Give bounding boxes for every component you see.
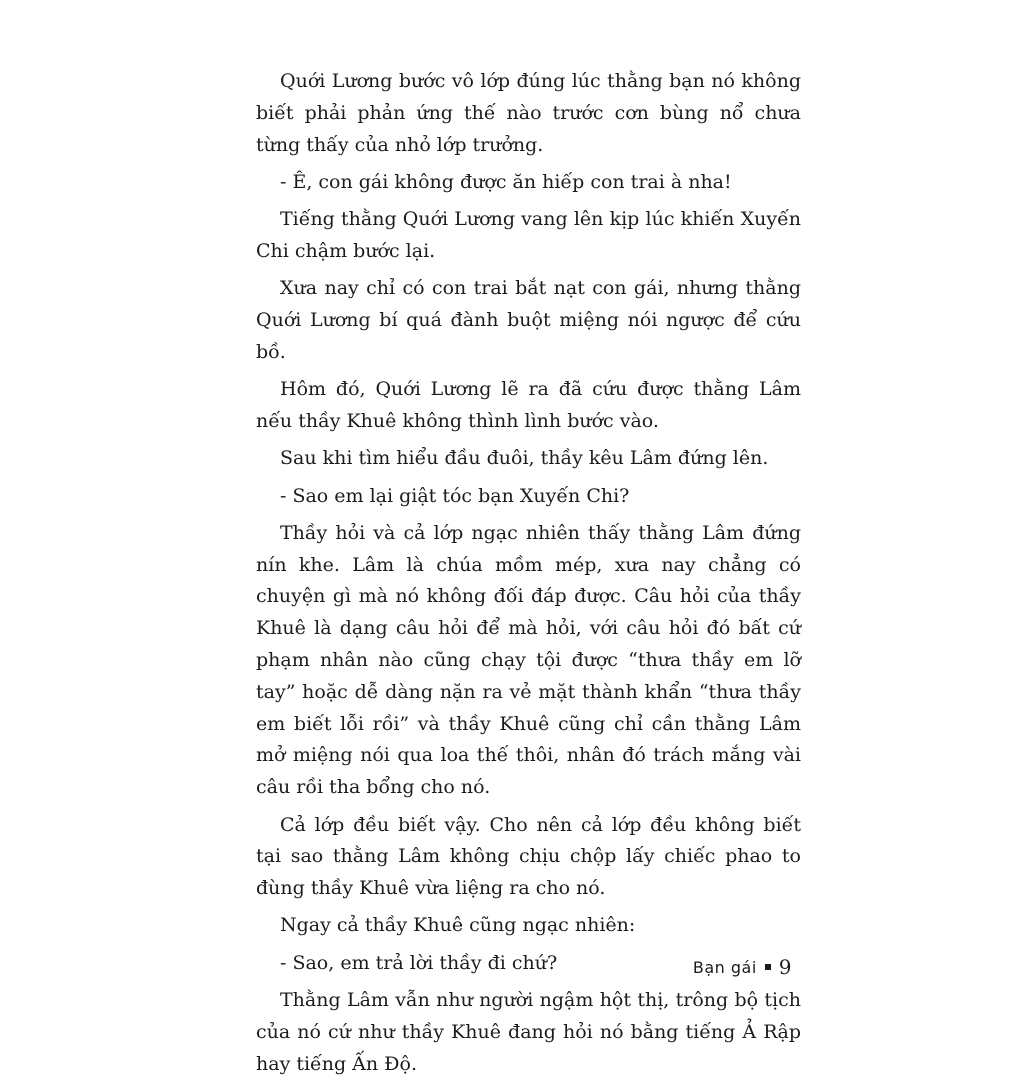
paragraph-8: Thầy hỏi và cả lớp ngạc nhiên thấy thằng Lâm đứng nín khe. Lâm là chúa mồm mép, xưa nay chẳng có chuyện gì mà nó không đối đáp được. Câu hỏi của thầy Khuê là dạng câu hỏi để mà hỏi, với câu hỏi đó bất cứ phạm nhân nào cũng chạy tội được “thưa thầy em lỡ tay” hoặc dễ dàng nặn ra vẻ mặt thành khẩn “thưa thầy em biết lỗi rồi” và thầy Khuê cũng chỉ cần thằng Lâm mở miệng nói qua loa thế thôi, nhân đó trách mắng vài câu rồi tha bổng cho nó. [256,521,801,799]
body-text [256,66,801,1086]
paragraph-3: Tiếng thằng Quới Lương vang lên kịp lúc khiến Xuyến Chi chậm bước lại. [256,208,801,262]
paragraph-6: Sau khi tìm hiểu đầu đuôi, thầy kêu Lâm đứng lên. [280,447,769,470]
paragraph-5: Hôm đó, Quới Lương lẽ ra đã cứu được thằng Lâm nếu thầy Khuê không thình lình bước vào. [256,378,801,432]
running-title: Bạn gái [692,957,757,977]
page-number: 9 [778,955,792,979]
paragraph-9: Cả lớp đều biết vậy. Cho nên cả lớp đều không biết tại sao thằng Lâm không chịu chộp lấy chiếc phao to đùng thầy Khuê vừa liệng ra cho nó. [256,813,801,900]
paragraph-10: Ngay cả thầy Khuê cũng ngạc nhiên: [280,914,636,937]
paragraph-7: - Sao em lại giật tóc bạn Xuyến Chi? [280,484,630,507]
page-footer [693,955,792,979]
paragraph-2: - Ê, con gái không được ăn hiếp con trai à nha! [280,170,732,193]
paragraph-11: - Sao, em trả lời thầy đi chứ? [280,951,558,974]
paragraph-12: Thằng Lâm vẫn như người ngậm hột thị, trông bộ tịch của nó cứ như thầy Khuê đang hỏi nó bằng tiếng Ả Rập hay tiếng Ấn Độ. [256,989,801,1075]
paragraph-1: Quới Lương bước vô lớp đúng lúc thằng bạn nó không biết phải phản ứng thế nào trước cơn bùng nổ chưa từng thấy của nhỏ lớp trưởng. [256,70,801,156]
bullet-separator-icon [765,964,771,970]
paragraph-4: Xưa nay chỉ có con trai bắt nạt con gái, nhưng thằng Quới Lương bí quá đành buột miệng nói ngược để cứu bồ. [256,277,801,363]
